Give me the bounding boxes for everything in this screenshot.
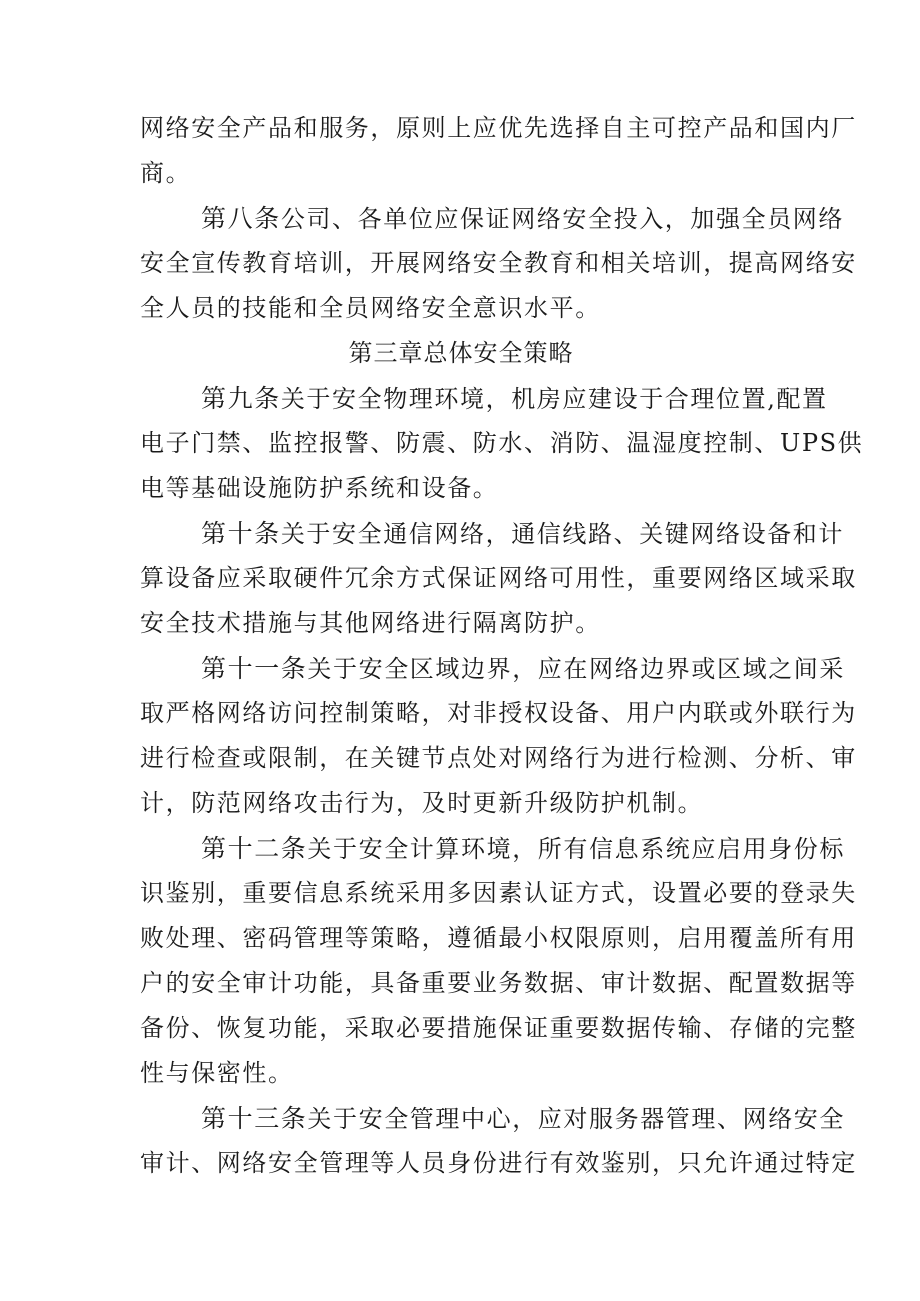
text-line: 进行检查或限制，在关键节点处对网络行为进行检测、分析、审 (140, 744, 857, 772)
article-number: 第八条 (201, 204, 281, 233)
article-13-line: 第十三条关于安全管理中心，应对服务器管理、网络安全 (201, 1104, 846, 1133)
text-line: 识鉴别，重要信息系统采用多因素认证方式，设置必要的登录失 (140, 879, 857, 907)
article-number: 第十一条 (201, 654, 308, 683)
article-number: 第十条 (201, 519, 281, 548)
article-8-line: 第八条公司、各单位应保证网络安全投入，加强全员网络 (201, 204, 845, 233)
text-line: 性与保密性。 (140, 1059, 294, 1087)
article-number: 第九条 (201, 384, 281, 413)
article-11-line: 第十一条关于安全区域边界，应在网络边界或区域之间采 (201, 654, 846, 683)
text-line: 全人员的技能和全员网络安全意识水平。 (140, 294, 601, 322)
text-line: 备份、恢复功能，采取必要措施保证重要数据传输、存储的完整 (140, 1014, 857, 1042)
text-line: 网络安全产品和服务，原则上应优先选择自主可控产品和国内厂 (140, 114, 857, 142)
text-line: 户的安全审计功能，具备重要业务数据、审计数据、配置数据等 (140, 969, 857, 997)
text-line: 安全技术措施与其他网络进行隔离防护。 (140, 609, 601, 637)
text-line: 电等基础设施防护系统和设备。 (140, 474, 499, 502)
article-number: 第十三条 (201, 1104, 308, 1133)
body-text (140, 106, 864, 1186)
text-line: 取严格网络访问控制策略，对非授权设备、用户内联或外联行为 (140, 699, 857, 727)
text-line: 败处理、密码管理等策略，遵循最小权限原则，启用覆盖所有用 (140, 924, 857, 952)
article-12-line: 第十二条关于安全计算环境，所有信息系统应启用身份标 (201, 834, 846, 863)
text-line: 安全宣传教育培训，开展网络安全教育和相关培训，提高网络安 (140, 249, 857, 277)
article-9-line: 第九条关于安全物理环境，机房应建设于合理位置,配置 (201, 384, 828, 413)
article-10-line: 第十条关于安全通信网络，通信线路、关键网络设备和计 (201, 519, 845, 548)
chapter-heading: 第三章总体安全策略 (348, 339, 574, 367)
text-line: 电子门禁、监控报警、防震、防水、消防、温湿度控制、UPS供 (140, 429, 864, 457)
text-line: 审计、网络安全管理等人员身份进行有效鉴别，只允许通过特定 (140, 1149, 857, 1177)
text-line: 算设备应采取硬件冗余方式保证网络可用性，重要网络区域采取 (140, 564, 857, 592)
text-line: 商。 (140, 159, 192, 187)
text-line: 计，防范网络攻击行为，及时更新升级防护机制。 (140, 789, 704, 817)
article-number: 第十二条 (201, 834, 308, 863)
